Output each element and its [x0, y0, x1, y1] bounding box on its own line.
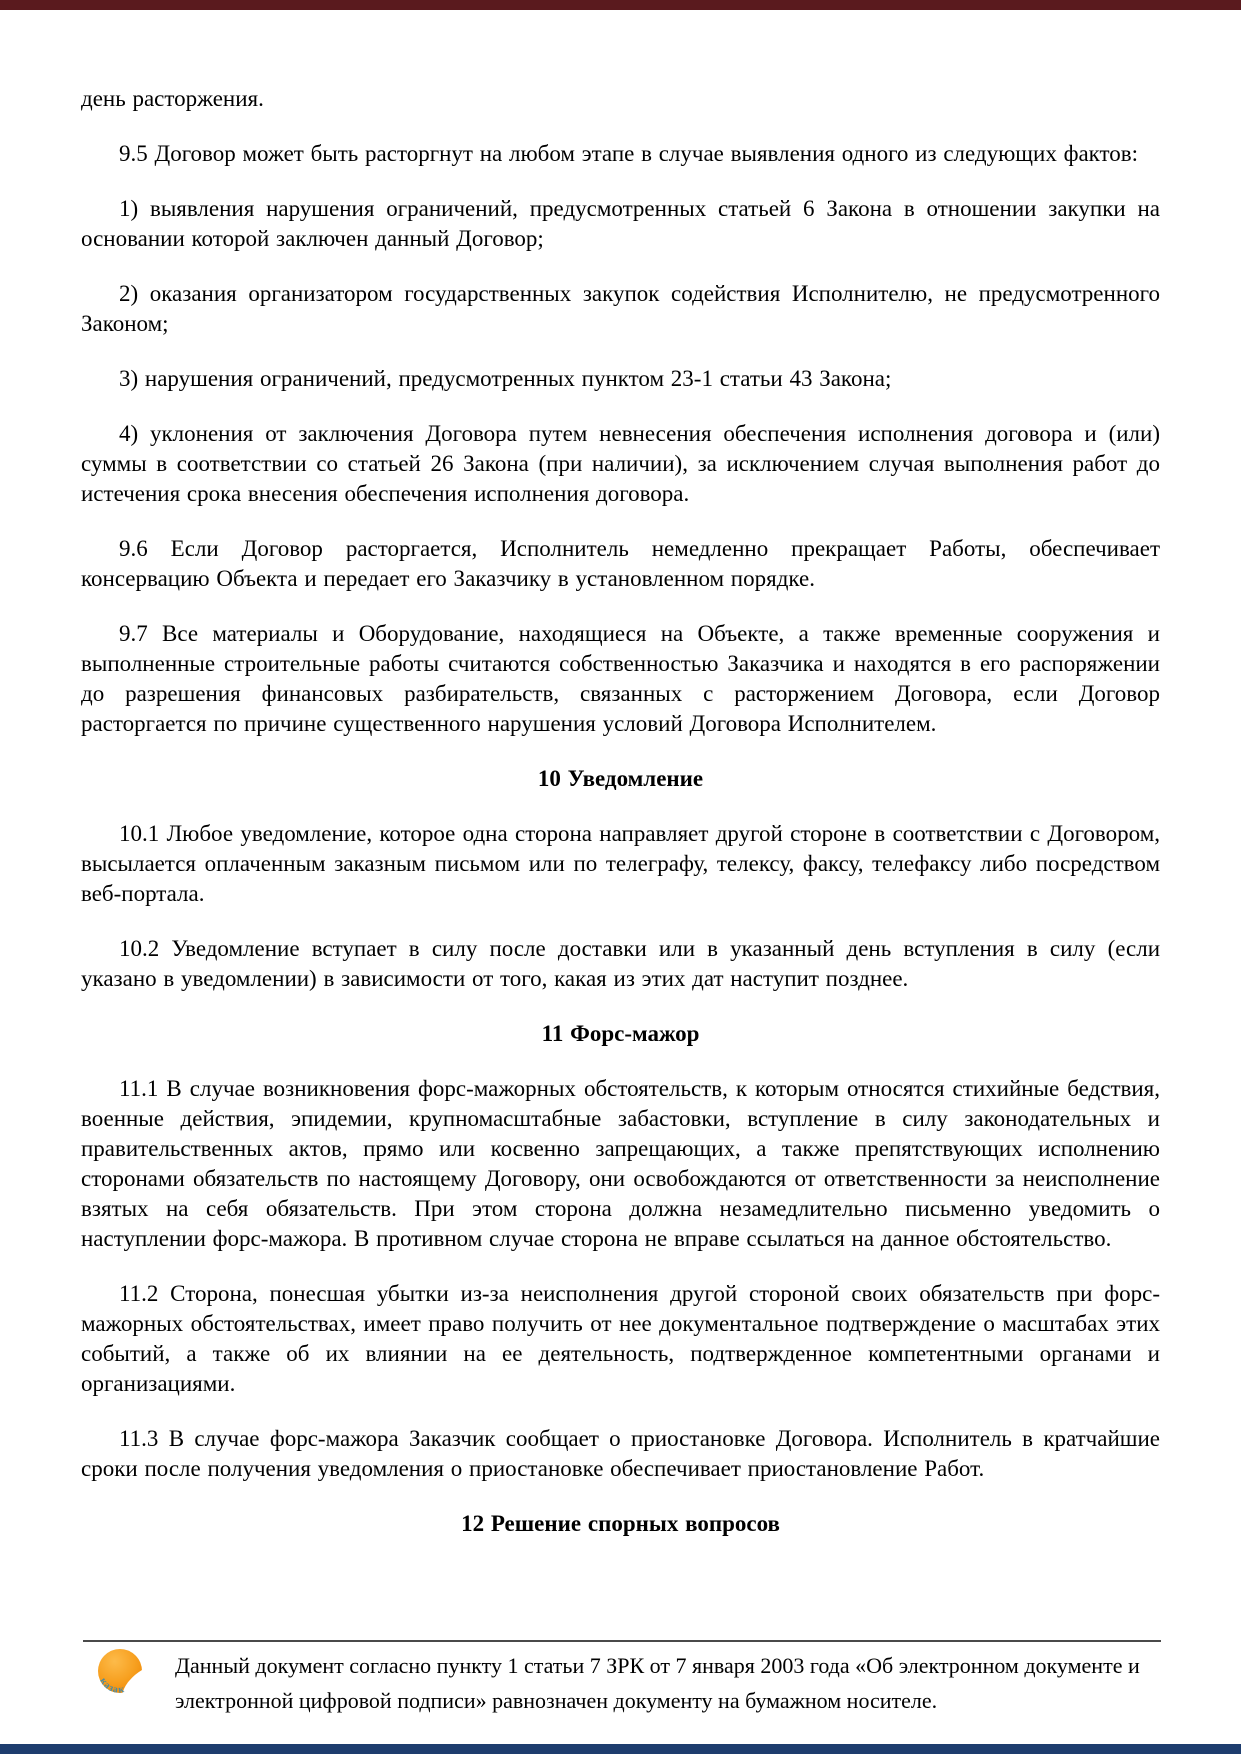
clause-10-1: 10.1 Любое уведомление, которое одна сторона направляет другой стороне в соответствии с Договором, высылается оплаченным заказным письмом или по телеграфу, телексу, факсу, телефаксу либо посредством веб-портала. — [81, 821, 1160, 906]
clause-9-7: 9.7 Все материалы и Оборудование, находящиеся на Объекте, а также временные сооружения и выполненные строительные работы считаются собственностью Заказчика и находятся в его распоряжении до разрешения финансовых разбирательств, связанных с расторжением Договора, если Договор расторгается по причине существенного нарушения условий Договора Исполнителем. — [81, 621, 1160, 736]
list-item-2: 2) оказания организатором государственных закупок содействия Исполнителю, не предусмотренного Законом; — [81, 281, 1160, 336]
goszakup-logo-icon — [95, 1648, 149, 1702]
footer-legal-text: Данный документ согласно пункту 1 статьи 7 ЗРК от 7 января 2003 года «Об электронном документе и электронной цифровой подписи» равнозначен документу на бумажном носителе. — [175, 1653, 1140, 1713]
footer-separator-line — [83, 1640, 1161, 1642]
clause-9-6: 9.6 Если Договор расторгается, Исполнитель немедленно прекращает Работы, обеспечивает консервацию Объекта и передает его Заказчику в установленном порядке. — [81, 536, 1160, 591]
section-heading-12: 12 Решение спорных вопросов — [461, 1511, 780, 1536]
clause-11-2: 11.2 Сторона, понесшая убытки из-за неисполнения другой стороной своих обязательств при форс-мажорных обстоятельствах, имеет право получить от нее документальное подтверждение о масштабах этих событий, а также об их влиянии на ее деятельность, подтвержденное компетентными органами и организациями. — [81, 1281, 1160, 1396]
document-body — [81, 84, 1160, 1564]
list-item-1: 1) выявления нарушения ограничений, предусмотренных статьей 6 Закона в отношении закупки на основании которой заключен данный Договор; — [81, 196, 1160, 251]
section-heading-11: 11 Форс-мажор — [541, 1021, 700, 1046]
clause-10-2: 10.2 Уведомление вступает в силу после доставки или в указанный день вступления в силу (если указано в уведомлении) в зависимости от того, какая из этих дат наступит позднее. — [81, 936, 1160, 991]
list-item-3: 3) нарушения ограничений, предусмотренных пунктом 23-1 статьи 43 Закона; — [119, 366, 892, 391]
section-heading-10: 10 Уведомление — [537, 766, 704, 791]
clause-11-3: 11.3 В случае форс-мажора Заказчик сообщает о приостановке Договора. Исполнитель в кратчайшие сроки после получения уведомления о приостановке обеспечивает приостановление Работ. — [81, 1426, 1160, 1481]
bottom-edge-bar — [0, 1744, 1241, 1754]
clause-11-1: 11.1 В случае возникновения форс-мажорных обстоятельств, к которым относятся стихийные бедствия, военные действия, эпидемии, крупномасштабные забастовки, вступление в силу законодательных и правительственных актов, прямо или косвенно запрещающих, а также препятствующих исполнению сторонами обязательств по настоящему Договору, они освобождаются от ответственности за неисполнение взятых на себя обязательств. При этом сторона должна незамедлительно письменно уведомить о наступлении форс-мажора. В противном случае сторона не вправе ссылаться на данное обстоятельство. — [81, 1076, 1160, 1251]
svg-text:казак: казак — [97, 1675, 126, 1696]
list-item-4: 4) уклонения от заключения Договора путем невнесения обеспечения исполнения договора и (или) суммы в соответствии со статьей 26 Закона (при наличии), за исключением случая выполнения работ до истечения срока внесения обеспечения исполнения договора. — [81, 421, 1160, 506]
paragraph-continuation: день расторжения. — [81, 86, 264, 111]
clause-9-5: 9.5 Договор может быть расторгнут на любом этапе в случае выявления одного из следующих фактов: — [119, 141, 1139, 166]
top-edge-bar — [0, 0, 1241, 10]
